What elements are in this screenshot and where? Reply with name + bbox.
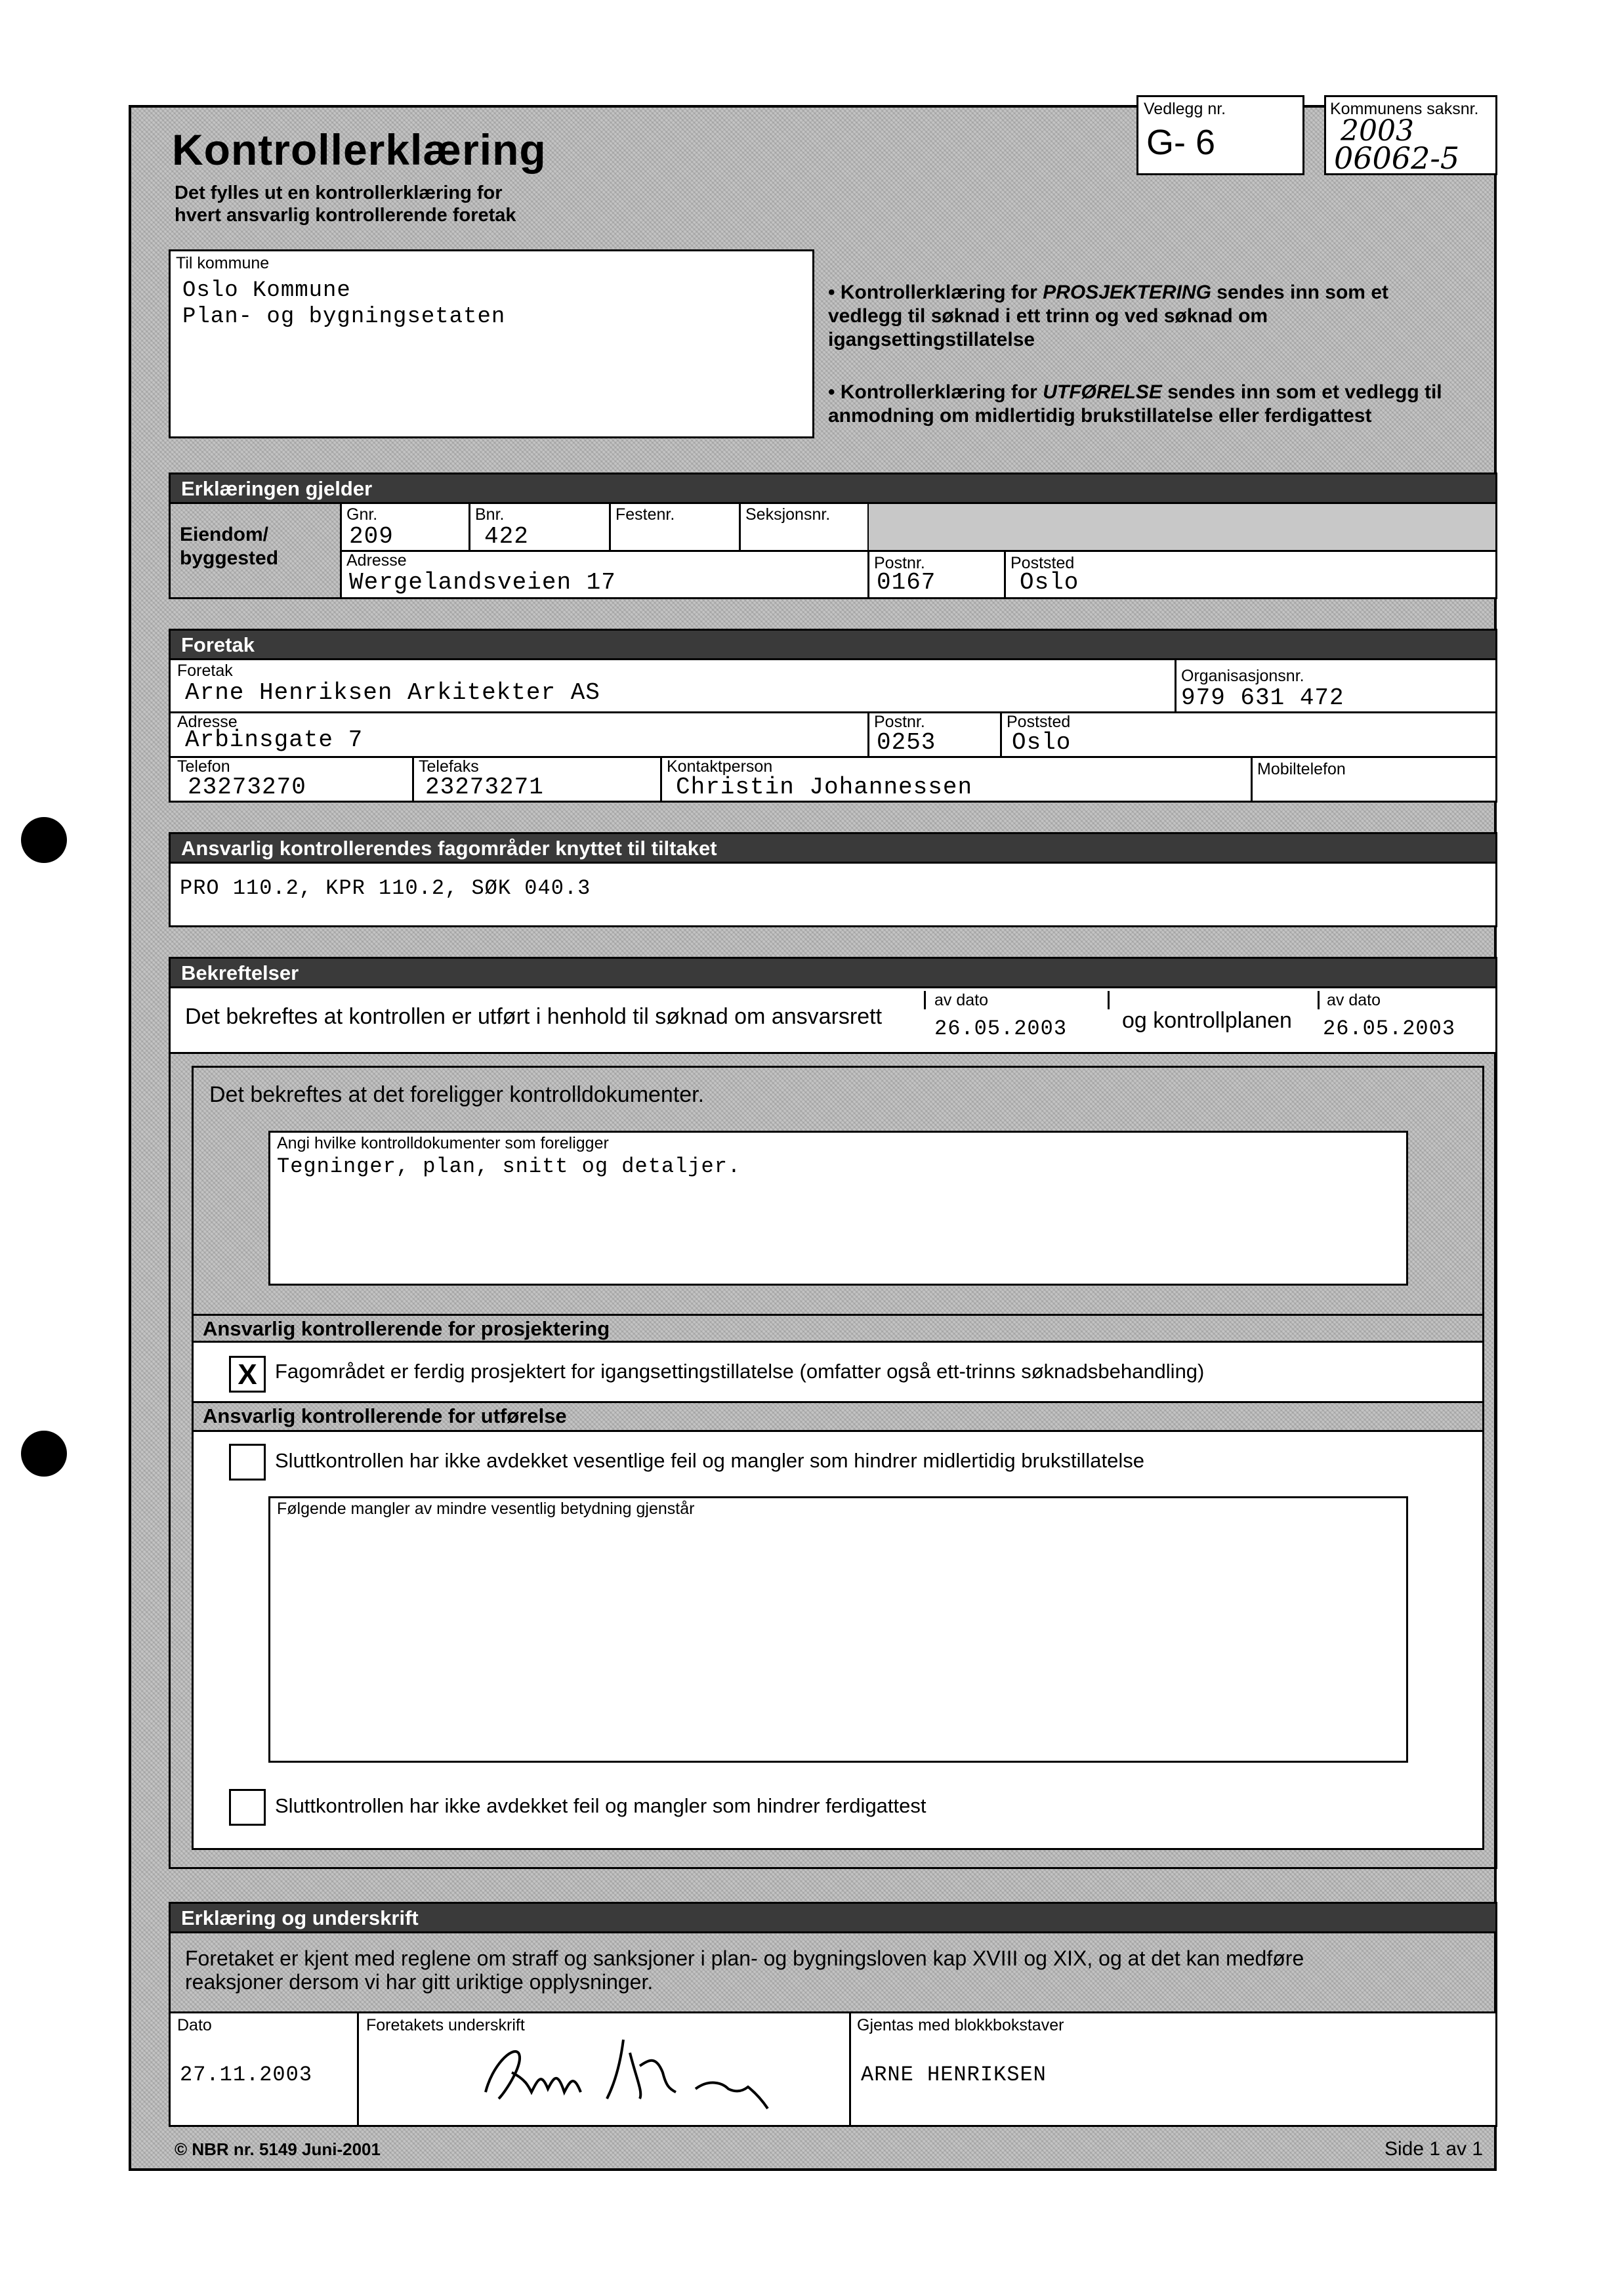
eiendom-label-2: byggested <box>180 547 279 569</box>
gnr-label: Gnr. <box>346 505 378 524</box>
utf-checkbox-1[interactable] <box>229 1444 266 1481</box>
dato-label: Dato <box>177 2016 212 2034</box>
foretak-postnr-label: Postnr. <box>874 713 925 731</box>
saksnr-label: Kommunens saksnr. <box>1330 100 1479 118</box>
foretak-heading: Foretak <box>169 629 1497 660</box>
kontrolldok-text: Det bekreftes at det foreligger kontrolldokumenter. <box>209 1082 705 1107</box>
saksnr-line-1: 2003 <box>1341 114 1414 148</box>
postnr-label: Postnr. <box>874 554 925 572</box>
punch-hole-bottom <box>21 1431 67 1477</box>
mobil-label: Mobiltelefon <box>1257 760 1346 778</box>
orgnr-value[interactable]: 979 631 472 <box>1181 684 1344 711</box>
kontrolldok-label: Angi hvilke kontrolldokumenter som foreligger <box>277 1134 609 1152</box>
og-kontrollplanen-text: og kontrollplanen <box>1122 1008 1292 1033</box>
dato-2-value[interactable]: 26.05.2003 <box>1323 1017 1456 1041</box>
foretak-adresse-label: Adresse <box>177 713 238 731</box>
poststed-label: Poststed <box>1010 554 1075 572</box>
mangler-label: Følgende mangler av mindre vesentlig betydning gjenstår <box>277 1500 695 1518</box>
postnr-value[interactable]: 0167 <box>877 569 936 596</box>
bekreftelser-line <box>171 988 1495 1054</box>
note2-suffix: sendes inn som et vedlegg til anmodning om midlertidig brukstillatelse eller ferdigattest <box>828 381 1442 427</box>
bekreftelser-section <box>169 986 1497 1869</box>
adresse-label: Adresse <box>346 551 407 570</box>
pro-heading: Ansvarlig kontrollerende for prosjektering <box>194 1314 1482 1343</box>
foretak-adresse-value[interactable]: Arbinsgate 7 <box>185 726 364 753</box>
vedlegg-box[interactable] <box>1136 95 1304 175</box>
note-prosjektering <box>828 281 1458 352</box>
festenr-label: Festenr. <box>615 505 675 524</box>
vedlegg-value: G- 6 <box>1146 123 1216 162</box>
foretak-postnr-value[interactable]: 0253 <box>877 729 936 756</box>
saksnr-line-2: 06062-5 <box>1334 140 1460 176</box>
seksjonsnr-label: Seksjonsnr. <box>745 505 831 524</box>
pro-checkbox[interactable]: X <box>229 1356 266 1393</box>
underskrift-heading: Erklæring og underskrift <box>169 1902 1497 1933</box>
bnr-value[interactable]: 422 <box>484 523 529 550</box>
kontrolldok-field[interactable] <box>268 1131 1408 1286</box>
til-kommune-label: Til kommune <box>176 254 270 272</box>
kontrolldok-value: Tegninger, plan, snitt og detaljer. <box>277 1154 741 1179</box>
foretak-poststed-value[interactable]: Oslo <box>1012 729 1072 756</box>
mangler-field[interactable] <box>268 1496 1408 1763</box>
punch-hole-top <box>21 817 67 863</box>
note1-suffix: sendes inn som et vedlegg til søknad i ett trinn og ved søknad om igangsettingstillatelse <box>828 282 1388 350</box>
copyright-text: © NBR nr. 5149 Juni-2001 <box>175 2139 381 2159</box>
blokk-value[interactable]: ARNE HENRIKSEN <box>861 2063 1047 2087</box>
note1-prefix: Kontrollerklæring for <box>840 282 1043 303</box>
page-title: Kontrollerklæring <box>172 125 547 174</box>
bnr-label: Bnr. <box>475 505 505 524</box>
utf-body <box>194 1432 1482 1848</box>
foretak-section <box>169 658 1497 803</box>
signatur-label: Foretakets underskrift <box>366 2016 525 2034</box>
utf-checkbox-2[interactable] <box>229 1789 266 1826</box>
vedlegg-label: Vedlegg nr. <box>1144 100 1226 118</box>
erklaering-blank-shaded <box>869 504 1495 550</box>
av-dato-label-2: av dato <box>1327 991 1381 1009</box>
bullet-icon: • <box>828 282 841 303</box>
kontakt-value[interactable]: Christin Johannessen <box>676 774 973 801</box>
utf-check-1-text: Sluttkontrollen har ikke avdekket vesentlige feil og mangler som hindrer midlertidig brukstillatelse <box>275 1449 1145 1472</box>
kontrolldok-panel <box>192 1066 1484 1850</box>
dato-value[interactable]: 27.11.2003 <box>180 2063 313 2087</box>
note2-prefix: Kontrollerklæring for <box>840 381 1043 403</box>
signature[interactable] <box>466 2027 833 2118</box>
utf-check-2-text: Sluttkontrollen har ikke avdekket feil og mangler som hindrer ferdigattest <box>275 1794 927 1817</box>
til-kommune-line-2: Plan- og bygningsetaten <box>182 305 506 329</box>
til-kommune-box[interactable] <box>169 249 814 438</box>
eiendom-label-cell <box>171 504 340 597</box>
foretak-poststed-label: Poststed <box>1007 713 1071 731</box>
av-dato-label-1: av dato <box>934 991 989 1009</box>
foretak-label: Foretak <box>177 662 233 680</box>
erklaering-fields <box>340 504 1495 597</box>
note2-emphasis: UTFØRELSE <box>1043 381 1162 403</box>
telefaks-value[interactable]: 23273271 <box>425 774 544 801</box>
telefon-label: Telefon <box>177 757 230 776</box>
page-number: Side 1 av 1 <box>1385 2138 1484 2160</box>
pro-row <box>194 1343 1482 1403</box>
gnr-value[interactable]: 209 <box>349 523 394 550</box>
utf-heading: Ansvarlig kontrollerende for utførelse <box>194 1403 1482 1432</box>
telefon-value[interactable]: 23273270 <box>188 774 306 801</box>
saksnr-box[interactable] <box>1324 95 1497 175</box>
fagomrader-box[interactable] <box>169 862 1497 927</box>
adresse-value[interactable]: Wergelandsveien 17 <box>349 569 616 596</box>
note-utforelse <box>828 381 1458 428</box>
underskrift-text-2: reaksjoner dersom vi har gitt uriktige opplysninger. <box>185 1970 654 1994</box>
underskrift-section <box>169 1931 1497 2127</box>
bekreftelser-line-text: Det bekreftes at kontrollen er utført i henhold til søknad om ansvarsrett <box>185 1004 883 1029</box>
kontakt-label: Kontaktperson <box>667 757 773 776</box>
erklaering-section <box>169 502 1497 599</box>
subtitle-line-2: hvert ansvarlig kontrollerende foretak <box>175 205 516 226</box>
note1-emphasis: PROSJEKTERING <box>1043 282 1211 303</box>
bullet-icon: • <box>828 381 841 403</box>
orgnr-label: Organisasjonsnr. <box>1181 667 1304 685</box>
foretak-value[interactable]: Arne Henriksen Arkitekter AS <box>185 679 600 706</box>
erklaering-heading: Erklæringen gjelder <box>169 473 1497 504</box>
dato-1-value[interactable]: 26.05.2003 <box>934 1017 1068 1041</box>
pro-check-text: Fagområdet er ferdig prosjektert for igangsettingstillatelse (omfatter også ett-trinns søknadsbehandling) <box>275 1360 1205 1383</box>
subtitle-line-1: Det fylles ut en kontrollerklæring for <box>175 182 503 203</box>
fagomrader-value: PRO 110.2, KPR 110.2, SØK 040.3 <box>180 876 591 900</box>
signature-drawing <box>466 2027 833 2118</box>
poststed-value[interactable]: Oslo <box>1020 569 1079 596</box>
fagomrader-heading: Ansvarlig kontrollerendes fagområder knyttet til tiltaket <box>169 832 1497 864</box>
underskrift-text-1: Foretaket er kjent med reglene om straff og sanksjoner i plan- og bygningsloven kap XVIII og XIX, og at det kan medføre <box>185 1946 1304 1970</box>
telefaks-label: Telefaks <box>419 757 479 776</box>
til-kommune-line-1: Oslo Kommune <box>182 278 351 303</box>
bekreftelser-heading: Bekreftelser <box>169 957 1497 988</box>
blokk-label: Gjentas med blokkbokstaver <box>857 2016 1064 2034</box>
underskrift-fields <box>171 2011 1495 2125</box>
eiendom-label-1: Eiendom/ <box>180 524 269 545</box>
